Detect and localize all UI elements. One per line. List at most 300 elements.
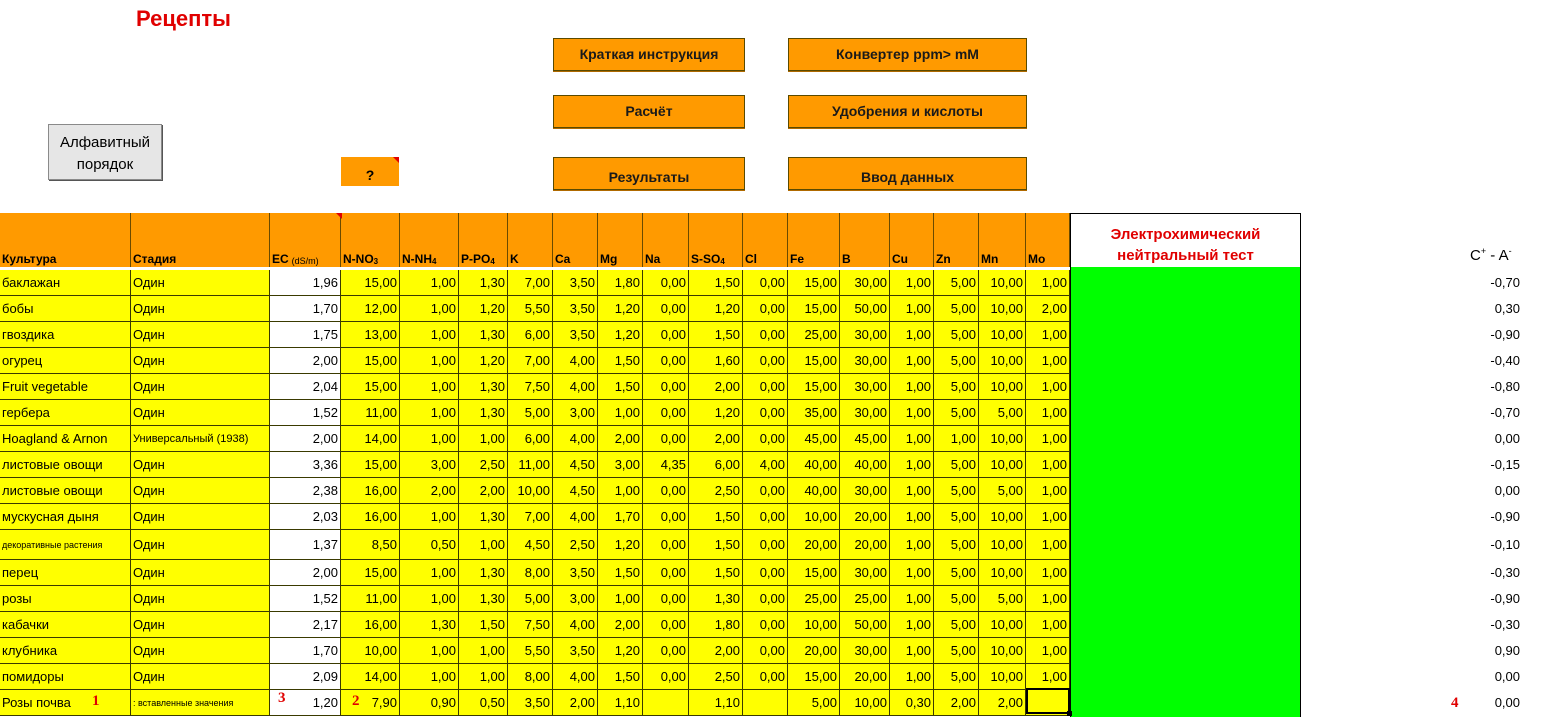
cell-ppo4[interactable]: 1,00	[459, 664, 508, 689]
cell-b[interactable]: 30,00	[840, 478, 890, 503]
cell-k[interactable]: 5,00	[508, 586, 553, 611]
cell-culture[interactable]: клубника	[0, 638, 131, 663]
cell-sso4[interactable]: 2,00	[689, 638, 743, 663]
cell-mo[interactable]: 1,00	[1026, 530, 1070, 559]
cell-mo[interactable]: 1,00	[1026, 270, 1070, 295]
cell-ec[interactable]: 1,37	[270, 530, 341, 559]
cell-mg[interactable]: 1,50	[598, 560, 643, 585]
cell-zn[interactable]: 5,00	[934, 530, 979, 559]
cell-b[interactable]: 50,00	[840, 612, 890, 637]
cell-cl[interactable]: 0,00	[743, 296, 788, 321]
cell-k[interactable]: 7,50	[508, 374, 553, 399]
cell-zn[interactable]: 5,00	[934, 586, 979, 611]
cell-cl[interactable]: 0,00	[743, 504, 788, 529]
cell-nno3[interactable]: 12,00	[341, 296, 400, 321]
cell-b[interactable]: 40,00	[840, 452, 890, 477]
cell-mo[interactable]: 1,00	[1026, 322, 1070, 347]
cell-mn[interactable]: 10,00	[979, 452, 1026, 477]
cell-ppo4[interactable]: 1,00	[459, 638, 508, 663]
cell-cl[interactable]: 0,00	[743, 322, 788, 347]
cell-ca[interactable]: 3,50	[553, 322, 598, 347]
cell-ppo4[interactable]: 1,50	[459, 612, 508, 637]
cell-na[interactable]: 0,00	[643, 560, 689, 585]
results-button[interactable]: Результаты	[553, 157, 745, 190]
cell-k[interactable]: 6,00	[508, 426, 553, 451]
cell-mo[interactable]: 2,00	[1026, 296, 1070, 321]
cell-sso4[interactable]: 1,80	[689, 612, 743, 637]
cell-b[interactable]: 30,00	[840, 400, 890, 425]
cell-nnh4[interactable]: 1,00	[400, 560, 459, 585]
cell-culture[interactable]: Розы почва	[0, 690, 131, 715]
cell-mg[interactable]: 1,20	[598, 322, 643, 347]
cell-ec[interactable]: 2,03	[270, 504, 341, 529]
cell-stage[interactable]: Один	[131, 296, 270, 321]
cell-mn[interactable]: 10,00	[979, 638, 1026, 663]
cell-culture[interactable]: мускусная дыня	[0, 504, 131, 529]
cell-culture[interactable]: огурец	[0, 348, 131, 373]
cell-ec[interactable]: 1,70	[270, 296, 341, 321]
cell-stage[interactable]: Один	[131, 322, 270, 347]
cell-sso4[interactable]: 1,10	[689, 690, 743, 715]
cell-na[interactable]: 4,35	[643, 452, 689, 477]
cell-cu[interactable]: 1,00	[890, 530, 934, 559]
cell-cl[interactable]: 0,00	[743, 586, 788, 611]
cell-stage[interactable]: : вставленные значения	[131, 690, 270, 715]
cell-mo[interactable]: 1,00	[1026, 426, 1070, 451]
cell-mg[interactable]: 2,00	[598, 426, 643, 451]
cell-na[interactable]: 0,00	[643, 270, 689, 295]
cell-ca[interactable]: 4,00	[553, 504, 598, 529]
cell-cl[interactable]: 0,00	[743, 612, 788, 637]
cell-nnh4[interactable]: 1,30	[400, 612, 459, 637]
cell-stage[interactable]: Один	[131, 348, 270, 373]
cell-stage[interactable]: Один	[131, 638, 270, 663]
cell-nnh4[interactable]: 1,00	[400, 348, 459, 373]
cell-fe[interactable]: 40,00	[788, 452, 840, 477]
cell-sso4[interactable]: 1,50	[689, 530, 743, 559]
cell-fe[interactable]: 15,00	[788, 296, 840, 321]
cell-k[interactable]: 8,00	[508, 664, 553, 689]
cell-ec[interactable]: 1,96	[270, 270, 341, 295]
cell-fe[interactable]: 25,00	[788, 586, 840, 611]
cell-nnh4[interactable]: 0,50	[400, 530, 459, 559]
cell-mg[interactable]: 1,00	[598, 586, 643, 611]
cell-ec[interactable]: 1,75	[270, 322, 341, 347]
cell-cl[interactable]: 0,00	[743, 374, 788, 399]
calculation-button[interactable]: Расчёт	[553, 95, 745, 128]
cell-ca[interactable]: 4,50	[553, 478, 598, 503]
cell-zn[interactable]: 5,00	[934, 478, 979, 503]
cell-cu[interactable]: 1,00	[890, 664, 934, 689]
cell-stage[interactable]: Один	[131, 530, 270, 559]
cell-ec[interactable]: 2,17	[270, 612, 341, 637]
cell-na[interactable]: 0,00	[643, 296, 689, 321]
cell-fe[interactable]: 10,00	[788, 504, 840, 529]
cell-cl[interactable]: 0,00	[743, 348, 788, 373]
cell-fe[interactable]: 35,00	[788, 400, 840, 425]
cell-nno3[interactable]: 16,00	[341, 504, 400, 529]
cell-cl[interactable]: 0,00	[743, 560, 788, 585]
cell-mg[interactable]: 1,70	[598, 504, 643, 529]
cell-nno3[interactable]: 11,00	[341, 400, 400, 425]
cell-k[interactable]: 10,00	[508, 478, 553, 503]
cell-culture[interactable]: Hoagland & Arnon	[0, 426, 131, 451]
cell-mo[interactable]: 1,00	[1026, 560, 1070, 585]
cell-ppo4[interactable]: 1,00	[459, 426, 508, 451]
cell-cl[interactable]: 0,00	[743, 426, 788, 451]
cell-na[interactable]: 0,00	[643, 586, 689, 611]
cell-cu[interactable]: 1,00	[890, 296, 934, 321]
cell-nno3[interactable]: 7,90	[341, 690, 400, 715]
cell-zn[interactable]: 5,00	[934, 560, 979, 585]
cell-mo[interactable]: 1,00	[1026, 400, 1070, 425]
cell-ca[interactable]: 3,00	[553, 400, 598, 425]
cell-mn[interactable]: 5,00	[979, 400, 1026, 425]
cell-na[interactable]: 0,00	[643, 400, 689, 425]
cell-k[interactable]: 5,00	[508, 400, 553, 425]
cell-stage[interactable]: Один	[131, 612, 270, 637]
cell-ec[interactable]: 2,04	[270, 374, 341, 399]
cell-mn[interactable]: 10,00	[979, 530, 1026, 559]
cell-na[interactable]: 0,00	[643, 322, 689, 347]
cell-mg[interactable]: 1,10	[598, 690, 643, 715]
short-instruction-button[interactable]: Краткая инструкция	[553, 38, 745, 71]
cell-stage[interactable]: Один	[131, 560, 270, 585]
cell-ec[interactable]: 1,52	[270, 400, 341, 425]
cell-nnh4[interactable]: 0,90	[400, 690, 459, 715]
cell-culture[interactable]: помидоры	[0, 664, 131, 689]
cell-zn[interactable]: 5,00	[934, 348, 979, 373]
cell-ppo4[interactable]: 0,50	[459, 690, 508, 715]
cell-fe[interactable]: 15,00	[788, 270, 840, 295]
cell-ppo4[interactable]: 1,30	[459, 374, 508, 399]
cell-stage[interactable]: Один	[131, 478, 270, 503]
cell-nno3[interactable]: 16,00	[341, 478, 400, 503]
cell-na[interactable]: 0,00	[643, 426, 689, 451]
cell-zn[interactable]: 2,00	[934, 690, 979, 715]
cell-k[interactable]: 5,50	[508, 638, 553, 663]
cell-sso4[interactable]: 1,50	[689, 270, 743, 295]
cell-nno3[interactable]: 11,00	[341, 586, 400, 611]
cell-fe[interactable]: 5,00	[788, 690, 840, 715]
cell-sso4[interactable]: 1,20	[689, 400, 743, 425]
cell-ppo4[interactable]: 1,30	[459, 586, 508, 611]
cell-k[interactable]: 7,00	[508, 348, 553, 373]
cell-ec[interactable]: 1,52	[270, 586, 341, 611]
cell-fe[interactable]: 15,00	[788, 664, 840, 689]
cell-na[interactable]: 0,00	[643, 664, 689, 689]
cell-b[interactable]: 30,00	[840, 348, 890, 373]
cell-cu[interactable]: 1,00	[890, 504, 934, 529]
cell-k[interactable]: 4,50	[508, 530, 553, 559]
cell-mn[interactable]: 10,00	[979, 426, 1026, 451]
cell-ppo4[interactable]: 1,30	[459, 322, 508, 347]
selected-cell[interactable]	[1026, 688, 1070, 714]
cell-ec[interactable]: 2,09	[270, 664, 341, 689]
cell-ec[interactable]: 2,00	[270, 348, 341, 373]
cell-ca[interactable]: 3,50	[553, 296, 598, 321]
cell-mo[interactable]: 1,00	[1026, 452, 1070, 477]
cell-zn[interactable]: 5,00	[934, 270, 979, 295]
cell-nnh4[interactable]: 1,00	[400, 296, 459, 321]
cell-na[interactable]: 0,00	[643, 348, 689, 373]
cell-cu[interactable]: 1,00	[890, 374, 934, 399]
cell-b[interactable]: 25,00	[840, 586, 890, 611]
cell-k[interactable]: 6,00	[508, 322, 553, 347]
cell-na[interactable]: 0,00	[643, 504, 689, 529]
cell-mg[interactable]: 1,80	[598, 270, 643, 295]
cell-fe[interactable]: 15,00	[788, 348, 840, 373]
cell-k[interactable]: 7,50	[508, 612, 553, 637]
cell-ppo4[interactable]: 1,30	[459, 270, 508, 295]
cell-sso4[interactable]: 1,20	[689, 296, 743, 321]
cell-mn[interactable]: 10,00	[979, 560, 1026, 585]
cell-mn[interactable]: 10,00	[979, 322, 1026, 347]
cell-zn[interactable]: 5,00	[934, 296, 979, 321]
cell-k[interactable]: 3,50	[508, 690, 553, 715]
cell-cl[interactable]: 0,00	[743, 638, 788, 663]
cell-nno3[interactable]: 16,00	[341, 612, 400, 637]
cell-na[interactable]: 0,00	[643, 478, 689, 503]
cell-mg[interactable]: 1,20	[598, 296, 643, 321]
help-button[interactable]	[341, 157, 399, 186]
cell-culture[interactable]: гвоздика	[0, 322, 131, 347]
cell-nnh4[interactable]: 1,00	[400, 400, 459, 425]
cell-cu[interactable]: 0,30	[890, 690, 934, 715]
cell-mo[interactable]: 1,00	[1026, 374, 1070, 399]
cell-sso4[interactable]: 6,00	[689, 452, 743, 477]
cell-zn[interactable]: 5,00	[934, 322, 979, 347]
cell-ec[interactable]: 2,00	[270, 426, 341, 451]
cell-ca[interactable]: 2,00	[553, 690, 598, 715]
cell-sso4[interactable]: 1,50	[689, 560, 743, 585]
cell-mn[interactable]: 5,00	[979, 478, 1026, 503]
cell-b[interactable]: 30,00	[840, 374, 890, 399]
cell-cu[interactable]: 1,00	[890, 452, 934, 477]
cell-b[interactable]: 30,00	[840, 560, 890, 585]
cell-b[interactable]: 45,00	[840, 426, 890, 451]
cell-sso4[interactable]: 1,30	[689, 586, 743, 611]
cell-cu[interactable]: 1,00	[890, 638, 934, 663]
cell-sso4[interactable]: 2,00	[689, 374, 743, 399]
cell-mg[interactable]: 1,00	[598, 478, 643, 503]
cell-mn[interactable]: 10,00	[979, 612, 1026, 637]
cell-mo[interactable]: 1,00	[1026, 586, 1070, 611]
cell-cu[interactable]: 1,00	[890, 586, 934, 611]
cell-cu[interactable]: 1,00	[890, 612, 934, 637]
cell-mn[interactable]: 10,00	[979, 504, 1026, 529]
cell-cu[interactable]: 1,00	[890, 560, 934, 585]
cell-fe[interactable]: 45,00	[788, 426, 840, 451]
cell-nno3[interactable]: 14,00	[341, 426, 400, 451]
cell-nno3[interactable]: 15,00	[341, 374, 400, 399]
cell-cl[interactable]: 4,00	[743, 452, 788, 477]
cell-nnh4[interactable]: 1,00	[400, 374, 459, 399]
cell-cl[interactable]: 0,00	[743, 664, 788, 689]
cell-cu[interactable]: 1,00	[890, 426, 934, 451]
cell-stage[interactable]: Один	[131, 504, 270, 529]
cell-sso4[interactable]: 1,50	[689, 322, 743, 347]
cell-stage[interactable]: Один	[131, 664, 270, 689]
cell-ec[interactable]: 3,36	[270, 452, 341, 477]
cell-nnh4[interactable]: 1,00	[400, 586, 459, 611]
cell-ec[interactable]: 2,00	[270, 560, 341, 585]
cell-na[interactable]: 0,00	[643, 612, 689, 637]
cell-k[interactable]: 5,50	[508, 296, 553, 321]
cell-cu[interactable]: 1,00	[890, 348, 934, 373]
cell-nnh4[interactable]: 1,00	[400, 664, 459, 689]
cell-fe[interactable]: 40,00	[788, 478, 840, 503]
cell-k[interactable]: 7,00	[508, 270, 553, 295]
cell-mn[interactable]: 10,00	[979, 270, 1026, 295]
cell-sso4[interactable]: 2,50	[689, 664, 743, 689]
cell-ca[interactable]: 3,50	[553, 638, 598, 663]
cell-nnh4[interactable]: 1,00	[400, 322, 459, 347]
cell-mg[interactable]: 1,50	[598, 374, 643, 399]
cell-b[interactable]: 50,00	[840, 296, 890, 321]
cell-nnh4[interactable]: 2,00	[400, 478, 459, 503]
cell-culture[interactable]: баклажан	[0, 270, 131, 295]
cell-cu[interactable]: 1,00	[890, 270, 934, 295]
cell-nno3[interactable]: 15,00	[341, 348, 400, 373]
cell-stage[interactable]: Один	[131, 270, 270, 295]
cell-fe[interactable]: 20,00	[788, 638, 840, 663]
cell-zn[interactable]: 5,00	[934, 612, 979, 637]
cell-nnh4[interactable]: 1,00	[400, 270, 459, 295]
cell-sso4[interactable]: 1,60	[689, 348, 743, 373]
cell-cl[interactable]: 0,00	[743, 400, 788, 425]
cell-culture[interactable]: листовые овощи	[0, 478, 131, 503]
cell-b[interactable]: 30,00	[840, 322, 890, 347]
cell-culture[interactable]: перец	[0, 560, 131, 585]
cell-sso4[interactable]: 1,50	[689, 504, 743, 529]
cell-mn[interactable]: 10,00	[979, 374, 1026, 399]
cell-b[interactable]: 30,00	[840, 638, 890, 663]
cell-nno3[interactable]: 15,00	[341, 452, 400, 477]
cell-b[interactable]: 20,00	[840, 664, 890, 689]
cell-nnh4[interactable]: 1,00	[400, 426, 459, 451]
cell-culture[interactable]: гербера	[0, 400, 131, 425]
cell-mo[interactable]: 1,00	[1026, 638, 1070, 663]
cell-na[interactable]: 0,00	[643, 530, 689, 559]
cell-ppo4[interactable]: 1,30	[459, 504, 508, 529]
cell-ppo4[interactable]: 2,00	[459, 478, 508, 503]
cell-cl[interactable]: 0,00	[743, 530, 788, 559]
cell-mo[interactable]: 1,00	[1026, 504, 1070, 529]
cell-stage[interactable]: Один	[131, 400, 270, 425]
cell-ca[interactable]: 3,50	[553, 560, 598, 585]
input-data-button[interactable]: Ввод данных	[788, 157, 1027, 190]
cell-mg[interactable]: 2,00	[598, 612, 643, 637]
cell-stage[interactable]: Один	[131, 374, 270, 399]
cell-b[interactable]: 20,00	[840, 530, 890, 559]
fertilizers-button[interactable]: Удобрения и кислоты	[788, 95, 1027, 128]
cell-culture[interactable]: декоративные растения	[0, 530, 131, 559]
cell-ca[interactable]: 3,50	[553, 270, 598, 295]
cell-b[interactable]: 20,00	[840, 504, 890, 529]
cell-mo[interactable]: 1,00	[1026, 664, 1070, 689]
cell-nno3[interactable]: 15,00	[341, 270, 400, 295]
cell-ca[interactable]: 4,00	[553, 348, 598, 373]
cell-nno3[interactable]: 8,50	[341, 530, 400, 559]
cell-culture[interactable]: Fruit vegetable	[0, 374, 131, 399]
cell-mo[interactable]: 1,00	[1026, 612, 1070, 637]
cell-fe[interactable]: 25,00	[788, 322, 840, 347]
cell-na[interactable]	[643, 690, 689, 715]
cell-sso4[interactable]: 2,50	[689, 478, 743, 503]
cell-na[interactable]: 0,00	[643, 638, 689, 663]
cell-ppo4[interactable]: 2,50	[459, 452, 508, 477]
cell-k[interactable]: 8,00	[508, 560, 553, 585]
cell-culture[interactable]: листовые овощи	[0, 452, 131, 477]
cell-ca[interactable]: 4,00	[553, 612, 598, 637]
cell-nnh4[interactable]: 3,00	[400, 452, 459, 477]
cell-b[interactable]: 10,00	[840, 690, 890, 715]
cell-mn[interactable]: 10,00	[979, 348, 1026, 373]
cell-mg[interactable]: 1,50	[598, 664, 643, 689]
cell-cl[interactable]	[743, 690, 788, 715]
cell-zn[interactable]: 5,00	[934, 664, 979, 689]
cell-b[interactable]: 30,00	[840, 270, 890, 295]
cell-cl[interactable]: 0,00	[743, 270, 788, 295]
cell-mn[interactable]: 10,00	[979, 664, 1026, 689]
cell-zn[interactable]: 5,00	[934, 638, 979, 663]
cell-zn[interactable]: 5,00	[934, 452, 979, 477]
cell-ca[interactable]: 4,00	[553, 426, 598, 451]
cell-mg[interactable]: 3,00	[598, 452, 643, 477]
cell-nnh4[interactable]: 1,00	[400, 504, 459, 529]
cell-nno3[interactable]: 13,00	[341, 322, 400, 347]
cell-zn[interactable]: 5,00	[934, 400, 979, 425]
cell-culture[interactable]: бобы	[0, 296, 131, 321]
cell-stage[interactable]: Универсальный (1938)	[131, 426, 270, 451]
cell-fe[interactable]: 15,00	[788, 560, 840, 585]
cell-cu[interactable]: 1,00	[890, 478, 934, 503]
cell-fe[interactable]: 15,00	[788, 374, 840, 399]
cell-culture[interactable]: розы	[0, 586, 131, 611]
cell-ec[interactable]: 2,38	[270, 478, 341, 503]
cell-zn[interactable]: 1,00	[934, 426, 979, 451]
cell-mn[interactable]: 5,00	[979, 586, 1026, 611]
cell-ec[interactable]: 1,70	[270, 638, 341, 663]
cell-cl[interactable]: 0,00	[743, 478, 788, 503]
cell-ppo4[interactable]: 1,00	[459, 530, 508, 559]
cell-stage[interactable]: Один	[131, 452, 270, 477]
cell-k[interactable]: 11,00	[508, 452, 553, 477]
cell-mg[interactable]: 1,00	[598, 400, 643, 425]
cell-mg[interactable]: 1,20	[598, 638, 643, 663]
cell-mo[interactable]: 1,00	[1026, 348, 1070, 373]
cell-fe[interactable]: 20,00	[788, 530, 840, 559]
cell-ppo4[interactable]: 1,20	[459, 348, 508, 373]
cell-ec[interactable]: 1,20	[270, 690, 341, 715]
cell-ca[interactable]: 2,50	[553, 530, 598, 559]
cell-nno3[interactable]: 14,00	[341, 664, 400, 689]
cell-culture[interactable]: кабачки	[0, 612, 131, 637]
cell-mn[interactable]: 10,00	[979, 296, 1026, 321]
cell-mg[interactable]: 1,50	[598, 348, 643, 373]
cell-mn[interactable]: 2,00	[979, 690, 1026, 715]
cell-ppo4[interactable]: 1,30	[459, 400, 508, 425]
cell-ppo4[interactable]: 1,30	[459, 560, 508, 585]
cell-zn[interactable]: 5,00	[934, 504, 979, 529]
cell-sso4[interactable]: 2,00	[689, 426, 743, 451]
cell-stage[interactable]: Один	[131, 586, 270, 611]
alphabetical-order-button[interactable]: Алфавитный порядок	[48, 124, 162, 180]
cell-nnh4[interactable]: 1,00	[400, 638, 459, 663]
cell-ca[interactable]: 4,00	[553, 374, 598, 399]
cell-fe[interactable]: 10,00	[788, 612, 840, 637]
